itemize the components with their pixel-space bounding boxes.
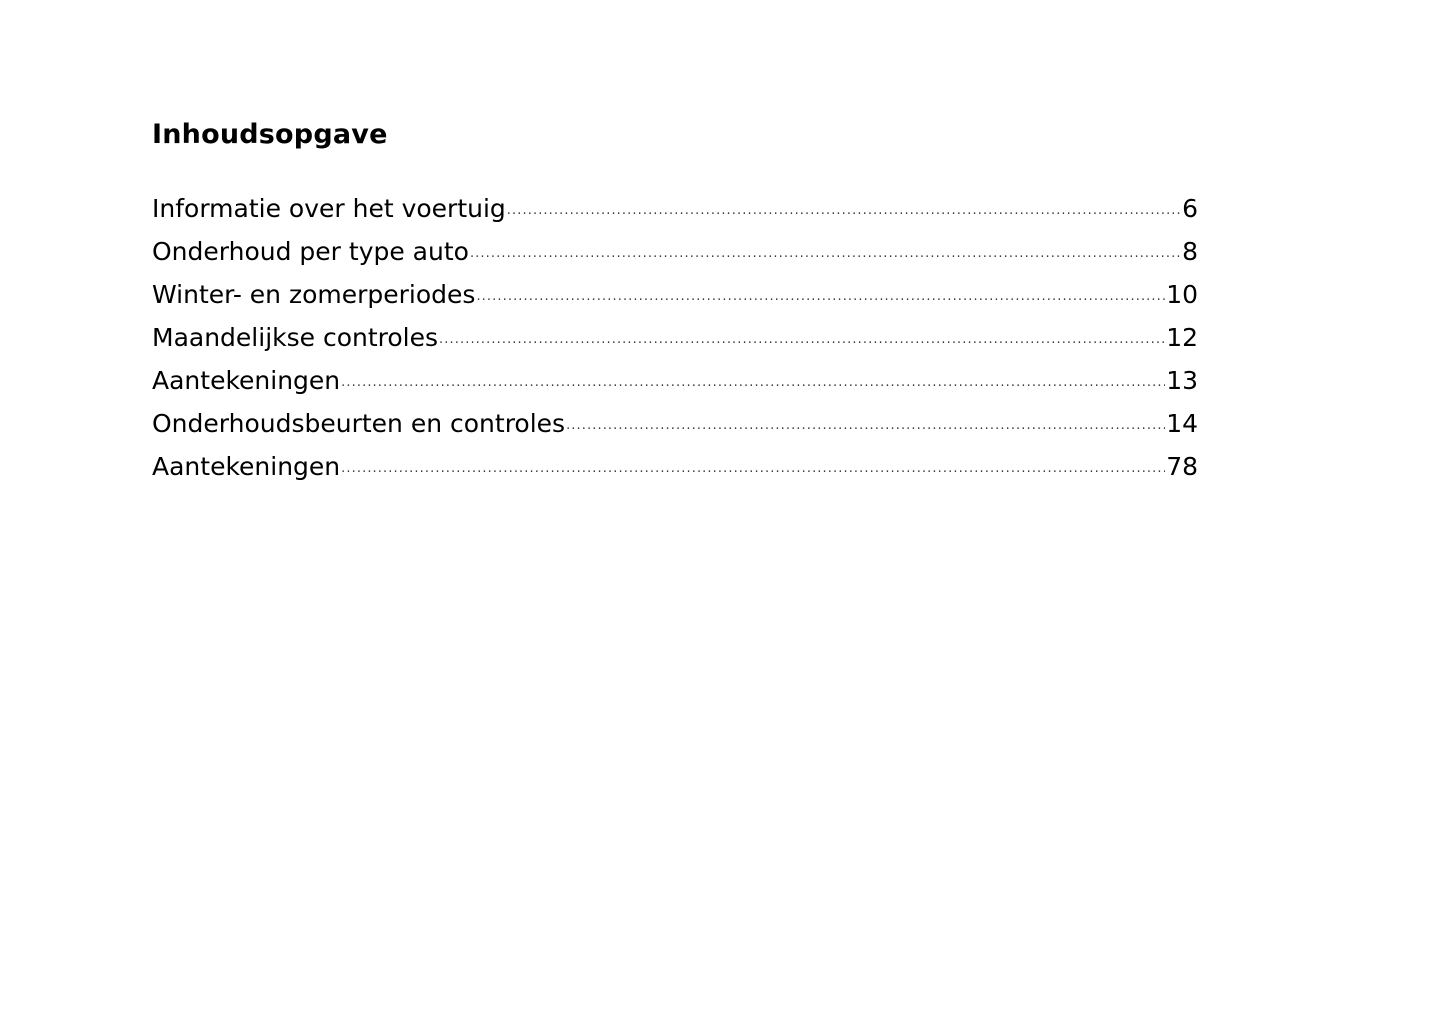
toc-entry[interactable] <box>152 276 1198 319</box>
toc-entry-label: Onderhoudsbeurten en controles <box>152 409 566 438</box>
table-of-contents <box>152 118 1198 491</box>
toc-entry-page: 6 <box>1182 194 1198 223</box>
toc-list <box>152 190 1198 491</box>
toc-entry-label: Aantekeningen <box>152 452 341 481</box>
page-title: Inhoudsopgave <box>152 119 388 150</box>
toc-leader-dots <box>341 364 1165 402</box>
toc-leader-dots <box>470 235 1181 273</box>
toc-entry-label: Winter- en zomerperiodes <box>152 280 476 309</box>
toc-entry-page: 78 <box>1166 452 1198 481</box>
toc-entry-page: 12 <box>1166 323 1198 352</box>
toc-entry-label: Maandelijkse controles <box>152 323 439 352</box>
toc-entry[interactable] <box>152 405 1198 448</box>
toc-entry-page: 10 <box>1166 280 1198 309</box>
toc-leader-dots <box>507 192 1181 230</box>
toc-entry-label: Aantekeningen <box>152 366 341 395</box>
toc-entry[interactable] <box>152 448 1198 491</box>
toc-entry[interactable] <box>152 233 1198 276</box>
toc-leader-dots <box>439 321 1165 359</box>
toc-leader-dots <box>341 450 1165 488</box>
toc-entry-page: 14 <box>1166 409 1198 438</box>
toc-leader-dots <box>476 278 1165 316</box>
toc-entry-label: Onderhoud per type auto <box>152 237 469 266</box>
toc-entry[interactable] <box>152 319 1198 362</box>
toc-entry-label: Informatie over het voertuig <box>152 194 506 223</box>
toc-entry-page: 13 <box>1166 366 1198 395</box>
toc-leader-dots <box>566 407 1165 445</box>
toc-entry[interactable] <box>152 362 1198 405</box>
toc-entry-page: 8 <box>1182 237 1198 266</box>
toc-entry[interactable] <box>152 190 1198 233</box>
